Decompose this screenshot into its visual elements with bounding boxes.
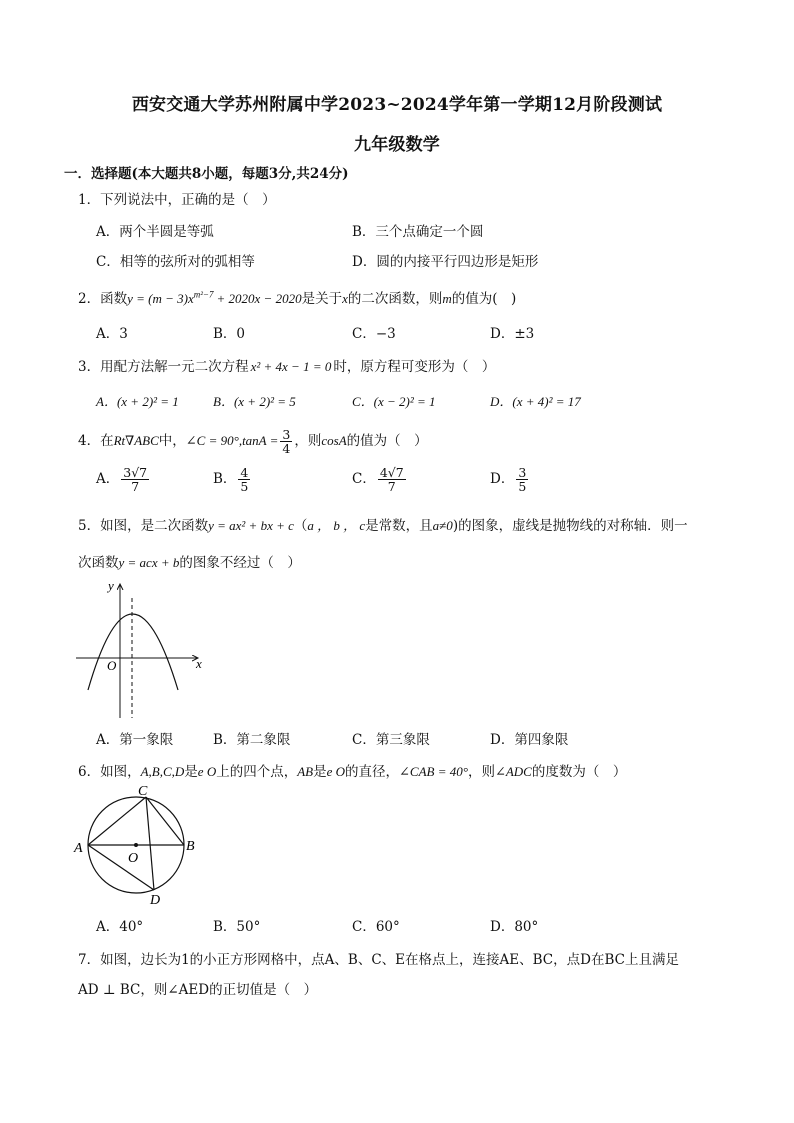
q4-stem-a: 4．在 — [78, 433, 114, 450]
q4-condition: ∠C = 90°,tanA = — [185, 433, 279, 449]
q4-option-a — [96, 466, 151, 493]
q2-option-b: B．0 — [213, 326, 246, 342]
q6-angle2: ∠ADC — [494, 764, 532, 779]
q4-cos: cosA — [321, 433, 347, 449]
q6-stem-d: 是 — [313, 764, 327, 780]
q4-option-a-den: 7 — [131, 479, 140, 495]
q5-cond: a≠0 — [432, 518, 453, 533]
q4-option-d-label: D． — [490, 471, 515, 488]
q4-option-d-den: 5 — [518, 479, 527, 495]
q4-stem-b: 中， — [158, 433, 186, 450]
parabola-curve — [88, 614, 178, 690]
q3-stem-a: 3．用配方法解一元二次方程 — [78, 359, 249, 375]
q6-option-c: C．60° — [352, 919, 400, 935]
y-axis-label: y — [108, 578, 114, 593]
q5-vars: a ， b ， c — [307, 518, 366, 533]
q4-option-b-num: 4 — [240, 465, 249, 480]
q5-stem-a: 5．如图，是二次函数 — [78, 518, 209, 534]
q2-func: y = (m − 3)x — [127, 291, 194, 306]
q7-stem-line2: AD ⊥ BC，则∠AED的正切值是（ ） — [78, 982, 318, 998]
q5-stem-c: 是常数，且 — [365, 518, 433, 534]
q1-option-a: A．两个半圆是等弧 — [96, 224, 214, 240]
q2-var2: m — [442, 291, 452, 306]
q5-line2-a: 次函数 — [78, 555, 119, 571]
point-d-label: D — [150, 893, 161, 908]
q6-points: A,B,C,D — [140, 764, 185, 779]
q6-circle2: e O — [326, 764, 346, 779]
point-b-label: B — [186, 839, 195, 854]
section-heading: 一．选择题(本大题共8小题，每题3分,共24分) — [64, 166, 349, 182]
q4-stem — [78, 428, 428, 455]
center-o-label: O — [128, 851, 139, 866]
q6-stem-f: ，则 — [467, 764, 495, 780]
q6-stem — [78, 760, 626, 780]
q4-frac-num: 3 — [282, 427, 291, 442]
q4-triangle: Rt∇ABC — [113, 433, 159, 449]
q2-tail: 是关于 — [301, 291, 343, 307]
chord-cd — [146, 797, 154, 890]
q7-stem-line1: 7．如图，边长为1的小正方形网格中，点A、B、C、E在格点上，连接AE、BC，点D在BC上且满足 — [78, 952, 679, 968]
chord-ad — [88, 845, 154, 890]
x-axis-label: x — [196, 656, 202, 671]
chord-cb — [146, 797, 184, 845]
q4-stem-d: 的值为（ ） — [346, 433, 428, 450]
q4-option-b-den: 5 — [240, 479, 249, 495]
q6-stem-b: 是 — [184, 764, 198, 780]
q6-stem-g: 的度数为（ ） — [531, 764, 627, 780]
q6-option-b: B．50° — [213, 919, 261, 935]
q5-option-a: A．第一象限 — [96, 732, 174, 748]
q5-option-d: D．第四象限 — [490, 732, 569, 748]
q4-option-c-den: 7 — [387, 479, 396, 495]
q2-var: x — [342, 291, 348, 306]
q6-stem-e: 的直径， — [345, 764, 400, 780]
q2-option-d: D．±3 — [490, 326, 535, 342]
q4-frac-den: 4 — [282, 441, 291, 457]
q4-option-a-label: A． — [96, 471, 120, 488]
q4-option-c-num: 4√7 — [379, 465, 404, 480]
q2-tail2: 的二次函数，则 — [347, 291, 443, 307]
q1-option-c: C．相等的弦所对的弧相等 — [96, 254, 255, 270]
q6-stem-c: 上的四个点， — [216, 764, 298, 780]
point-c-label: C — [138, 784, 148, 799]
q6-option-d: D．80° — [490, 919, 539, 935]
q3-option-a: A．(x + 2)² = 1 — [96, 394, 179, 409]
q2-rest: + 2020x − 2020 — [216, 291, 302, 306]
q3-option-c: C．(x − 2)² = 1 — [352, 394, 436, 409]
q2-num: 2．函数 — [78, 291, 128, 307]
exam-subtitle: 九年级数学 — [354, 135, 440, 155]
q5-stem-b: （ — [293, 518, 308, 534]
exam-title: 西安交通大学苏州附属中学2023~2024学年第一学期12月阶段测试 — [131, 95, 663, 115]
q3-stem-b: 时，原方程可变形为（ ） — [333, 359, 496, 375]
q4-option-d — [490, 466, 530, 493]
q6-angle: ∠CAB = 40° — [399, 764, 468, 779]
q4-option-b-label: B． — [213, 471, 237, 488]
q4-option-c-label: C． — [352, 471, 376, 488]
center-dot — [134, 843, 138, 847]
q1-stem: 1．下列说法中，正确的是（ ） — [78, 192, 276, 208]
q5-func2: y = acx + b — [118, 555, 180, 570]
point-a-label: A — [74, 841, 83, 856]
q5-parabola-figure — [70, 578, 210, 723]
q2-option-c: C．−3 — [352, 326, 396, 342]
q4-stem-c: ，则 — [294, 433, 322, 450]
q3-stem — [78, 355, 495, 375]
q2-stem — [78, 287, 516, 307]
q6-circle: e O — [197, 764, 217, 779]
q6-stem-a: 6．如图， — [78, 764, 141, 780]
q2-tail3: 的值为( ) — [451, 291, 517, 307]
q5-func: y = ax² + bx + c — [208, 518, 294, 533]
q4-option-c — [352, 466, 408, 493]
q4-option-a-num: 3√7 — [123, 465, 148, 480]
q1-option-d: D．圆的内接平行四边形是矩形 — [352, 254, 539, 270]
chord-ac — [88, 797, 146, 845]
q5-stem-line2 — [78, 551, 301, 571]
q5-stem-d: )的图象，虚线是抛物线的对称轴．则一 — [452, 518, 688, 534]
q6-option-a: A．40° — [96, 919, 144, 935]
q5-option-c: C．第三象限 — [352, 732, 430, 748]
q5-stem-line1 — [78, 514, 688, 534]
q5-option-b: B．第二象限 — [213, 732, 291, 748]
q1-option-b: B．三个点确定一个圆 — [352, 224, 484, 240]
q4-option-b — [213, 466, 252, 493]
q3-option-d: D．(x + 4)² = 17 — [490, 394, 581, 409]
q4-option-d-num: 3 — [518, 465, 527, 480]
q3-equation: x² + 4x − 1 = 0 — [250, 359, 332, 374]
origin-label: O — [107, 658, 117, 673]
q3-option-b: B．(x + 2)² = 5 — [213, 394, 296, 409]
q6-ab: AB — [297, 764, 314, 779]
q2-exp: m²−7 — [193, 289, 214, 300]
q2-option-a: A．3 — [96, 326, 128, 342]
q5-line2-b: 的图象不经过（ ） — [179, 555, 301, 571]
q6-circle-figure — [70, 780, 210, 908]
